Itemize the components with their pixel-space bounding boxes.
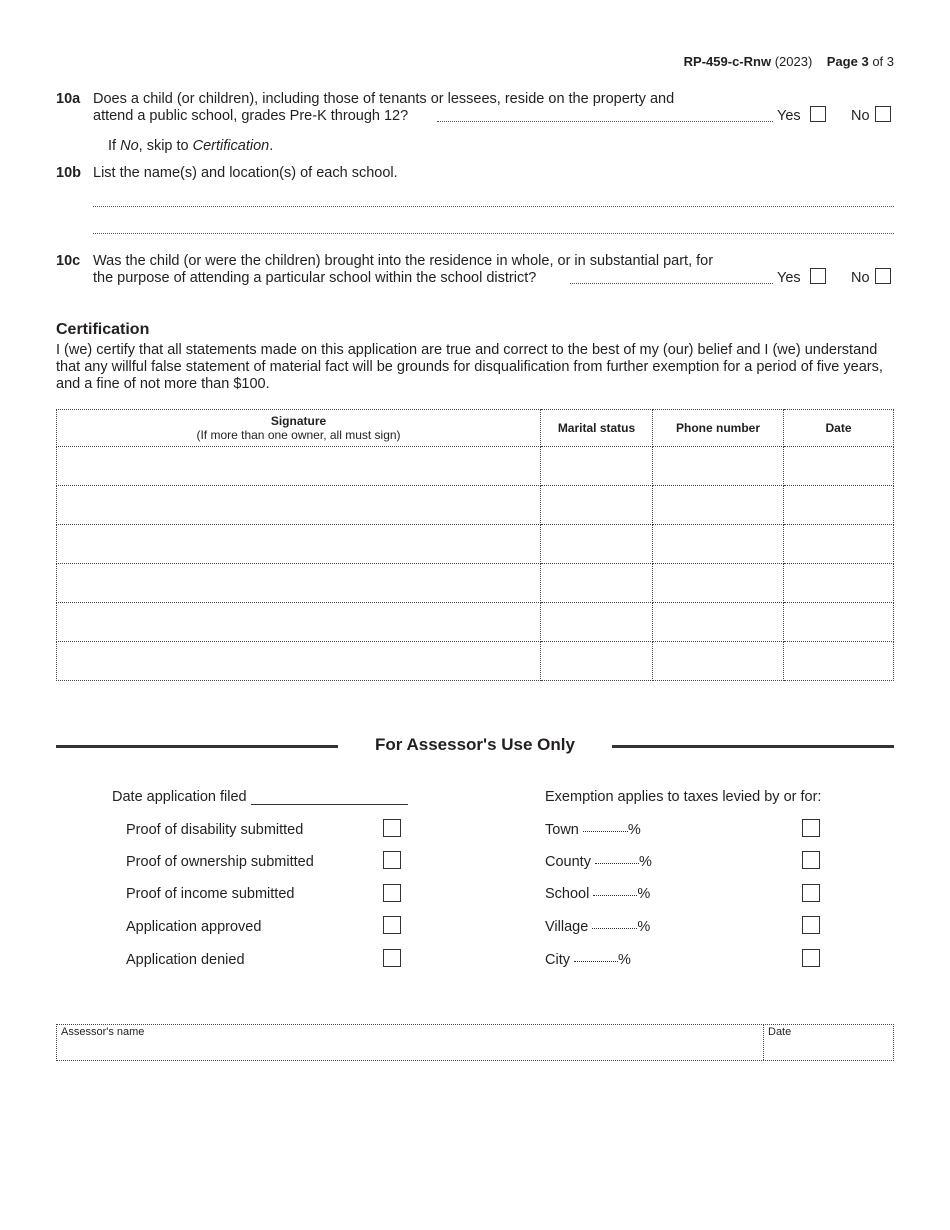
date-filed-label: Date application filed xyxy=(112,789,247,805)
q10a-skip-note xyxy=(108,138,273,155)
exemption-city-checkbox[interactable] xyxy=(802,949,820,967)
left-item-label: Proof of income submitted xyxy=(126,886,295,902)
page-header xyxy=(684,54,894,69)
skip-prefix: If xyxy=(108,138,121,154)
q10c-yes-label: Yes xyxy=(777,270,801,286)
marital-status-cell[interactable] xyxy=(541,525,653,564)
q10b-text: List the name(s) and location(s) of each school. xyxy=(93,165,398,181)
signature-row xyxy=(57,564,894,603)
date-cell[interactable] xyxy=(784,564,894,603)
phone-number-cell[interactable] xyxy=(653,564,784,603)
exemption-county-checkbox[interactable] xyxy=(802,851,820,869)
q10a-leader-dots xyxy=(437,121,773,122)
exemption-city-label: City xyxy=(545,952,570,968)
signature-row xyxy=(57,642,894,681)
assessor-signature-box xyxy=(56,1024,894,1061)
date-cell[interactable] xyxy=(784,447,894,486)
exemption-county xyxy=(545,854,652,870)
assessor-date-label: Date xyxy=(768,1026,792,1038)
phone-number-cell[interactable] xyxy=(653,603,784,642)
q10c-no-label: No xyxy=(851,270,870,286)
signature-header xyxy=(57,410,541,447)
assessor-name-field[interactable] xyxy=(57,1025,764,1060)
q10a-no-checkbox[interactable] xyxy=(875,106,891,122)
exemption-village-label: Village xyxy=(545,919,589,935)
form-year: (2023) xyxy=(774,54,813,69)
q10c-yes-checkbox[interactable] xyxy=(810,268,826,284)
signature-row xyxy=(57,603,894,642)
exemption-title: Exemption applies to taxes levied by or for: xyxy=(545,789,822,805)
phone-number-cell[interactable] xyxy=(653,486,784,525)
exemption-school-line[interactable] xyxy=(593,894,637,896)
q10a-line1: Does a child (or children), including those of tenants or lessees, reside on the property and xyxy=(93,91,675,107)
phone-number-cell[interactable] xyxy=(653,642,784,681)
phone-number-header: Phone number xyxy=(653,410,784,447)
q10b-write-line-2[interactable] xyxy=(93,233,894,234)
pct-sign: % xyxy=(637,886,651,902)
exemption-town-line[interactable] xyxy=(583,830,628,832)
exemption-town-label: Town xyxy=(545,822,579,838)
exemption-village xyxy=(545,919,650,935)
phone-number-cell[interactable] xyxy=(653,525,784,564)
exemption-school-checkbox[interactable] xyxy=(802,884,820,902)
pct-sign: % xyxy=(637,919,651,935)
signature-header-note: (If more than one owner, all must sign) xyxy=(196,428,401,442)
page-number: 3 xyxy=(861,54,869,69)
exemption-city xyxy=(545,952,631,968)
left-item-label: Application denied xyxy=(126,952,245,968)
signature-row xyxy=(57,525,894,564)
skip-cert: Certification xyxy=(192,138,270,154)
exemption-school-label: School xyxy=(545,886,590,902)
left-item-label: Application approved xyxy=(126,919,262,935)
q10c-leader-dots xyxy=(570,283,773,284)
signature-cell[interactable] xyxy=(57,564,541,603)
exemption-village-checkbox[interactable] xyxy=(802,916,820,934)
exemption-town xyxy=(545,822,641,838)
page-of: of 3 xyxy=(872,54,894,69)
assessor-name-label: Assessor's name xyxy=(61,1026,145,1038)
form-id: RP-459-c-Rnw xyxy=(683,54,772,69)
assessor-rule-left xyxy=(56,745,338,748)
signature-cell[interactable] xyxy=(57,642,541,681)
assessor-date-field[interactable] xyxy=(764,1025,893,1060)
page-word: Page xyxy=(826,54,858,69)
marital-status-cell[interactable] xyxy=(541,486,653,525)
date-cell[interactable] xyxy=(784,642,894,681)
signature-table xyxy=(56,409,894,681)
marital-status-cell[interactable] xyxy=(541,603,653,642)
q10c-no-checkbox[interactable] xyxy=(875,268,891,284)
date-header: Date xyxy=(784,410,894,447)
q10a-yes-checkbox[interactable] xyxy=(810,106,826,122)
exemption-city-line[interactable] xyxy=(574,960,618,962)
q10a-no-label: No xyxy=(851,108,870,124)
signature-cell[interactable] xyxy=(57,525,541,564)
signature-row xyxy=(57,447,894,486)
application-denied-checkbox[interactable] xyxy=(383,949,401,967)
application-approved-checkbox[interactable] xyxy=(383,916,401,934)
assessor-rule-right xyxy=(612,745,894,748)
skip-end: . xyxy=(269,138,274,154)
left-item-label: Proof of ownership submitted xyxy=(126,854,314,870)
certification-title: Certification xyxy=(56,321,150,338)
skip-no: No xyxy=(120,138,139,154)
signature-row xyxy=(57,486,894,525)
signature-cell[interactable] xyxy=(57,447,541,486)
exemption-town-checkbox[interactable] xyxy=(802,819,820,837)
pct-sign: % xyxy=(627,822,641,838)
q10a-yes-label: Yes xyxy=(777,108,801,124)
q10c-line1: Was the child (or were the children) brought into the residence in whole, or in substantial part, for xyxy=(93,253,714,269)
exemption-county-label: County xyxy=(545,854,591,870)
date-cell[interactable] xyxy=(784,486,894,525)
q10c-line2: the purpose of attending a particular school within the school district? xyxy=(93,270,537,286)
signature-cell[interactable] xyxy=(57,603,541,642)
signature-table-header xyxy=(57,410,894,447)
marital-status-cell[interactable] xyxy=(541,642,653,681)
marital-status-cell[interactable] xyxy=(541,447,653,486)
marital-status-cell[interactable] xyxy=(541,564,653,603)
q10a-number: 10a xyxy=(56,91,81,107)
date-filed-line[interactable] xyxy=(251,790,408,805)
exemption-county-line[interactable] xyxy=(595,862,639,864)
date-cell[interactable] xyxy=(784,603,894,642)
pct-sign: % xyxy=(618,952,631,968)
proof-income-checkbox[interactable] xyxy=(383,884,401,902)
signature-cell[interactable] xyxy=(57,486,541,525)
assessor-section-title: For Assessor's Use Only xyxy=(375,735,575,754)
pct-sign: % xyxy=(638,854,652,870)
phone-number-cell[interactable] xyxy=(653,447,784,486)
date-application-filed xyxy=(112,789,408,805)
signature-header-label: Signature xyxy=(270,414,327,428)
certification-text: I (we) certify that all statements made on this application are true and correct to the best of my (our) belief and I (we) understand that any willful false statement of material fact will be grounds for disqualification from further exemption for a period of five years, and a fine of not more than $100. xyxy=(56,342,883,392)
q10b-number: 10b xyxy=(56,165,81,181)
q10b-write-line-1[interactable] xyxy=(93,206,894,207)
date-cell[interactable] xyxy=(784,525,894,564)
left-item-label: Proof of disability submitted xyxy=(126,822,304,838)
proof-disability-checkbox[interactable] xyxy=(383,819,401,837)
skip-mid: , skip to xyxy=(138,138,193,154)
marital-status-header: Marital status xyxy=(541,410,653,447)
q10a-line2: attend a public school, grades Pre-K through 12? xyxy=(93,108,409,124)
exemption-school xyxy=(545,886,650,902)
q10c-number: 10c xyxy=(56,253,81,269)
exemption-village-line[interactable] xyxy=(592,927,637,929)
proof-ownership-checkbox[interactable] xyxy=(383,851,401,869)
